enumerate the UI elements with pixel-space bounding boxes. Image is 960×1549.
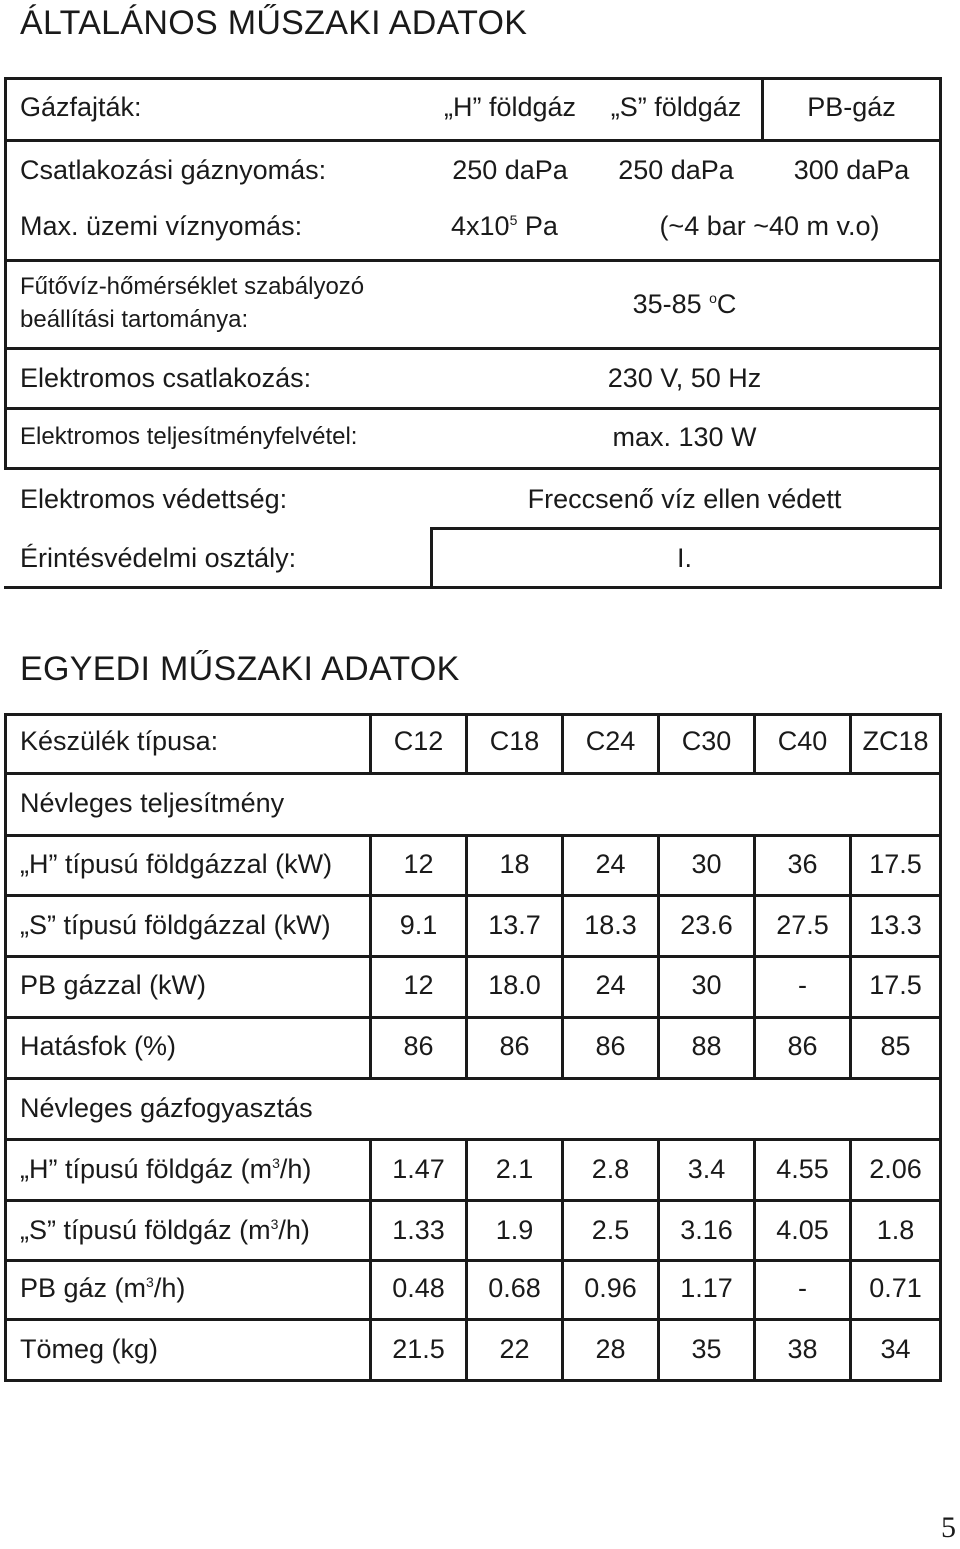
table-cell: 13.3 [869,910,922,940]
gas-types-label: Gázfajták: [20,92,142,122]
table-cell: 28 [595,1334,626,1364]
heating-range-label-line2: beállítási tartománya: [20,306,249,333]
table-cell: 38 [787,1334,818,1364]
electric-connection-label: Elektromos csatlakozás: [20,363,312,393]
table-cell: 0.68 [488,1273,541,1303]
power-consumption-value: max. 130 W [612,422,757,452]
model-c30: C30 [681,726,732,756]
table-cell: 30 [691,849,722,879]
nominal-consumption-section: Névleges gázfogyasztás [20,1093,313,1123]
table-cell: 12 [403,970,434,1000]
protection-class-label: Érintésvédelmi osztály: [20,543,297,573]
model-c40: C40 [777,726,828,756]
table-cell: 17.5 [869,849,922,879]
table-cell: 36 [787,849,818,879]
table-cell: 18.0 [488,970,541,1000]
gas-type-h: „H” földgáz [443,92,577,122]
table-cell: 34 [880,1334,911,1364]
table-cell: 88 [691,1031,722,1061]
table-cell: 22 [499,1334,530,1364]
table-cell: 35 [691,1334,722,1364]
device-type-label: Készülék típusa: [20,726,219,756]
general-title: ÁLTALÁNOS MŰSZAKI ADATOK [20,4,528,42]
table-cell: 3.4 [687,1154,726,1184]
electric-connection-value: 230 V, 50 Hz [607,363,762,393]
weight-label: Tömeg (kg) [20,1334,159,1364]
table-cell: 86 [787,1031,818,1061]
model-c24: C24 [585,726,636,756]
nominal-power-section: Névleges teljesítmény [20,788,285,818]
protection-class-value: I. [676,543,692,573]
gas-pressure-h: 250 daPa [452,155,568,185]
table-cell: 1.17 [680,1273,733,1303]
water-pressure-value-alt: (~4 bar ~40 m v.o) [659,211,880,241]
h-gas-consumption-label: „H” típusú földgáz $(m^3/h)$ [20,1154,312,1184]
table-cell: 17.5 [869,970,922,1000]
water-pressure-value: $4x10^5$ Pa [451,211,558,241]
electric-protection-value: Freccsenő víz ellen védett [527,484,842,514]
power-consumption-label: Elektromos teljesítményfelvétel: [20,423,358,450]
table-cell: 85 [880,1031,911,1061]
h-gas-power-label: „H” típusú földgázzal (kW) [20,849,333,879]
table-cell: 18 [499,849,530,879]
table-cell: 2.06 [869,1154,922,1184]
heating-range-value: 35-85 $^o$C [632,289,737,319]
table-cell: 86 [499,1031,530,1061]
table-cell: 9.1 [399,910,438,940]
table-cell: 0.96 [584,1273,637,1303]
table-cell: 21.5 [392,1334,445,1364]
table-cell: 24 [595,849,626,879]
table-cell: 4.55 [776,1154,829,1184]
table-cell: 24 [595,970,626,1000]
table-cell: 23.6 [680,910,733,940]
table-cell: 2.1 [495,1154,534,1184]
page-number: 5 [941,1511,956,1544]
efficiency-label: Hatásfok (%) [20,1031,177,1061]
heating-range-label-line1: Fűtővíz-hőmérséklet szabályozó [20,273,365,300]
table-cell: 0.48 [392,1273,445,1303]
specific-title: EGYEDI MŰSZAKI ADATOK [20,650,460,688]
model-zc18: ZC18 [862,726,929,756]
table-cell: 18.3 [584,910,637,940]
table-cell: - [798,1273,807,1303]
gas-pressure-label: Csatlakozási gáznyomás: [20,155,327,185]
water-pressure-label: Max. üzemi víznyomás: [20,211,303,241]
table-cell: 27.5 [776,910,829,940]
model-c18: C18 [489,726,540,756]
s-gas-consumption-label: „S” típusú földgáz $(m^3/h)$ [20,1215,310,1245]
table-cell: - [798,970,807,1000]
pb-gas-consumption-label: PB gáz $(m^3/h)$ [20,1273,186,1303]
gas-type-pb: PB-gáz [807,92,896,122]
table-cell: 13.7 [488,910,541,940]
model-c12: C12 [393,726,444,756]
s-gas-power-label: „S” típusú földgázzal (kW) [20,910,331,940]
electric-protection-label: Elektromos védettség: [20,484,288,514]
table-cell: 86 [595,1031,626,1061]
pb-gas-power-label: PB gázzal (kW) [20,970,207,1000]
table-cell: 30 [691,970,722,1000]
table-cell: 1.8 [876,1215,915,1245]
table-cell: 1.33 [392,1215,445,1245]
gas-type-s: „S” földgáz [610,92,742,122]
table-cell: 4.05 [776,1215,829,1245]
table-cell: 0.71 [869,1273,922,1303]
table-cell: 86 [403,1031,434,1061]
table-cell: 2.5 [591,1215,630,1245]
table-cell: 1.9 [495,1215,534,1245]
gas-pressure-s: 250 daPa [618,155,734,185]
table-cell: 12 [403,849,434,879]
table-cell: 1.47 [392,1154,445,1184]
table-cell: 3.16 [680,1215,733,1245]
table-cell: 2.8 [591,1154,630,1184]
gas-pressure-pb: 300 daPa [793,155,910,185]
